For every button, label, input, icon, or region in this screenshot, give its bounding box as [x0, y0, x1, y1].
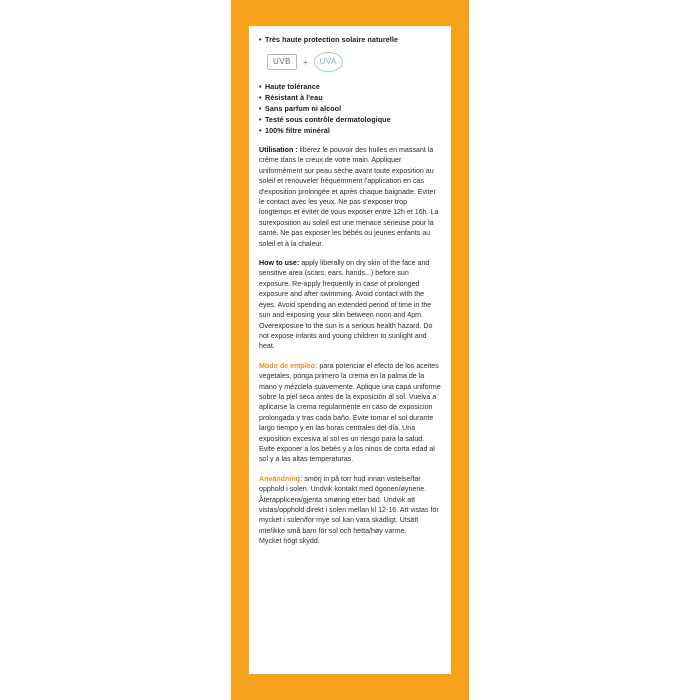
- instructions-heading-sv: Användning:: [259, 474, 303, 483]
- bullet-label: Haute tolérance: [265, 82, 321, 91]
- instructions-body-en: apply liberally on dry skin of the face and sensitive area (scars, ears, hands...) before sun exposure. Re-apply frequently in case of prolonged exposure and after swimming. Avoid contact with the eyes. Avoid spending an extended period of time in the sun and exposing your skin between noon and 4pm. Overexposure to the sun is a serious health hazard. Do not expose infants and young children to sunlight and heat.: [259, 259, 433, 351]
- bullet-dot-icon: •: [259, 35, 262, 44]
- uvb-badge: UVB: [267, 54, 297, 70]
- protection-level-sv: Mycket högt skydd.: [259, 537, 320, 546]
- bullet-label: 100% filtre minéral: [265, 126, 330, 135]
- list-item: [259, 81, 441, 92]
- feature-bullet-list-bottom: [259, 81, 441, 136]
- bullet-label: Testé sous contrôle dermatologique: [265, 115, 391, 124]
- packaging-top-edge: [231, 0, 469, 26]
- list-item: [259, 34, 441, 45]
- list-item: [259, 114, 441, 125]
- instructions-paragraph: [259, 258, 441, 352]
- plus-sign-icon: +: [302, 57, 308, 67]
- uv-protection-badges: [267, 52, 441, 72]
- packaging-right-edge: [451, 0, 469, 700]
- instructions-section-sv: [259, 474, 441, 547]
- bullet-label: Sans parfum ni alcool: [265, 104, 342, 113]
- list-item: [259, 125, 441, 136]
- instructions-section-en: [259, 258, 441, 352]
- instructions-paragraph: [259, 145, 441, 249]
- bullet-label: Très haute protection solaire naturelle: [265, 35, 399, 44]
- instructions-body-fr: libérez le pouvoir des huiles en massant la crème dans le creux de votre main. Appliquer uniformément sur peau sèche avant toute exposition au soleil et renouveler fréquemment l'application en cas d'exposition prolongée et après chaque baignade. Eviter le contact avec les yeux. Ne pas s'exposer trop longtemps et éviter de vous exposer entre 12h et 16h. La surexposition au soleil est une menace sérieuse pour la santé. Ne pas exposer les bébés ou jeunes enfants au soleil et à la chaleur.: [259, 146, 439, 248]
- instructions-paragraph: [259, 361, 441, 465]
- packaging-left-edge: [231, 0, 249, 700]
- instructions-body-es: para potenciar el efecto de los aceites vegetales, ponga primero la crema en la palma de la mano y mézclela suavemente. Aplique una capa uniforme sobre la piel seca antes de la exposición al sol. Vuelva a aplicarse la crema regularmente en caso de exposicion prolongada y tras cada baño. Evite tomar el sol durante largo tiempo y en las horas centrales del día. Una exposition excesiva al sol es un riesgo para la salud. Evite exponer a los bebés y a los ninos de corta edad al sol y a las altas temperaturas.: [259, 361, 441, 464]
- bullet-dot-icon: •: [259, 126, 262, 135]
- label-text-area: [249, 26, 451, 674]
- list-item: [259, 103, 441, 114]
- bullet-label: Résistant à l'eau: [265, 93, 323, 102]
- instructions-heading-en: How to use:: [259, 259, 300, 268]
- feature-bullet-list-top: [259, 34, 441, 45]
- instructions-body-sv: smörj in på torr hud innan vistelse/far opphold i solen. Undvik kontakt med ögonen/øynene. Återapplicera/gjenta smøring etter bad. Undvik att vistas/opphold direkt i solen mellan kl 12-16. Att vistas för mycket i solen/for mye sol kan vara skadligt. Utsätt inte/ikke små barn för sol och hetta/høy varme.: [259, 474, 439, 535]
- instructions-heading-es: Modo de empleo:: [259, 361, 318, 370]
- uva-badge: UVA: [314, 52, 343, 72]
- bullet-dot-icon: •: [259, 82, 262, 91]
- bullet-dot-icon: •: [259, 115, 262, 124]
- instructions-heading-fr: Utilisation :: [259, 146, 298, 154]
- bullet-dot-icon: •: [259, 104, 262, 113]
- instructions-paragraph: [259, 474, 441, 536]
- instructions-section-fr: [259, 145, 441, 249]
- list-item: [259, 92, 441, 103]
- packaging-bottom-edge: [231, 674, 469, 700]
- instructions-section-es: [259, 361, 441, 465]
- bullet-dot-icon: •: [259, 93, 262, 102]
